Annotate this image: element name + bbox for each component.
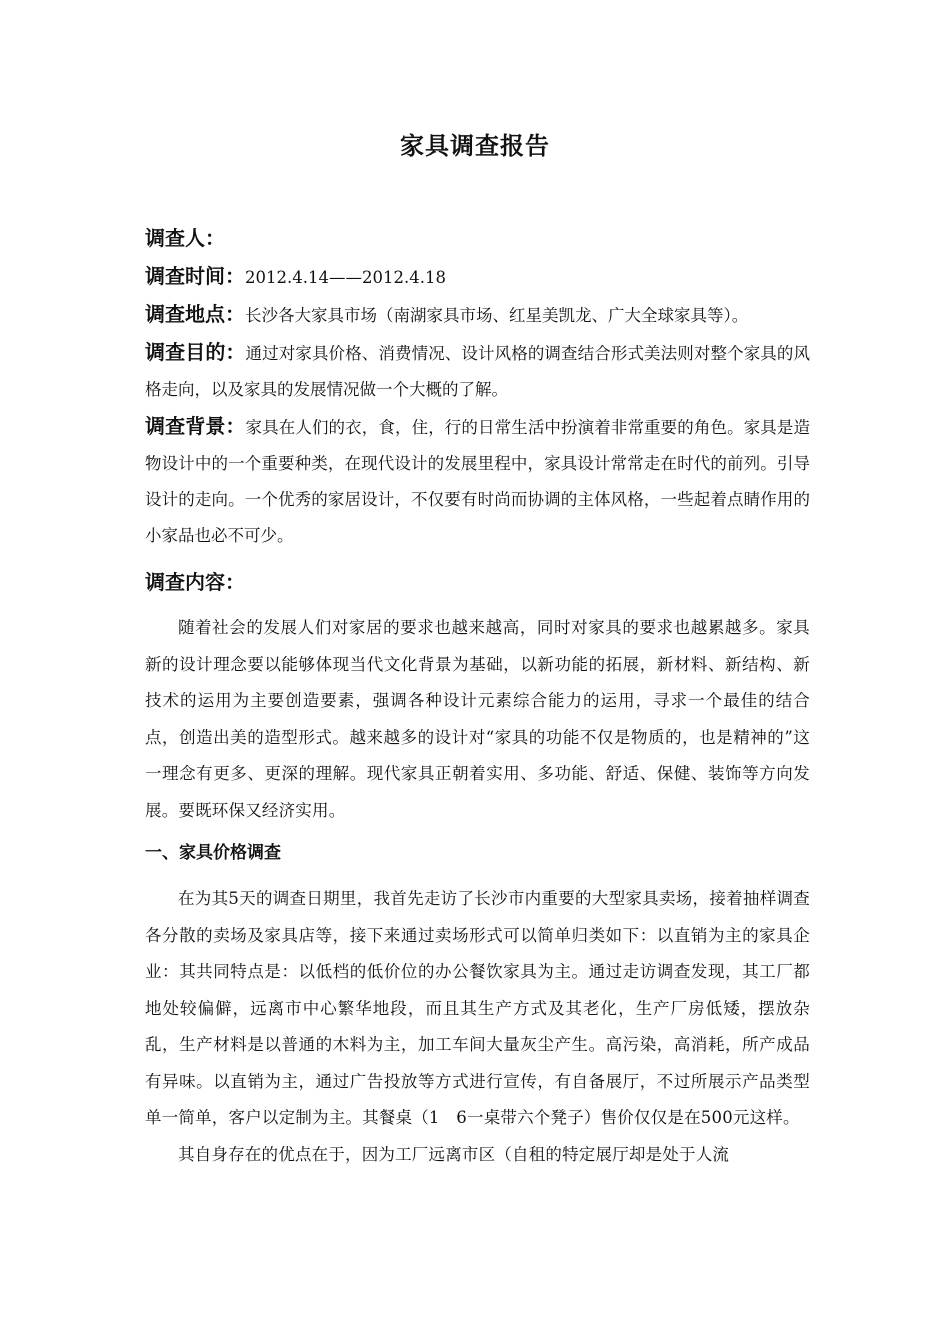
document-body	[145, 220, 810, 1173]
survey-background-field	[145, 408, 810, 554]
document-title: 家具调查报告	[400, 132, 550, 160]
survey-background-value: 家具在人们的衣，食，住，行的日常生活中扮演着非常重要的角色。家具是造物设计中的一个重要种类，在现代设计的发展里程中，家具设计常常走在时代的前列。引导设计的走向。一个优秀的家居设计，不仅要有时尚而协调的主体风格，一些起着点睛作用的小家品也必不可少。	[145, 418, 811, 545]
survey-content-paragraph: 随着社会的发展人们对家居的要求也越来越高，同时对家具的要求也越累越多。家具新的设计理念要以能够体现当代文化背景为基础，以新功能的拓展，新材料、新结构、新技术的运用为主要创造要素，强调各种设计元素综合能力的运用，寻求一个最佳的结合点，创造出美的造型形式。越来越多的设计对“家具的功能不仅是物质的，也是精神的”这一理念有更多、更深的理解。现代家具正朝着实用、多功能、舒适、保健、装饰等方向发展。要既环保又经济实用。	[145, 618, 810, 820]
survey-location-field	[145, 296, 810, 334]
survey-content-heading: 调查内容：	[145, 570, 245, 594]
survey-background-label: 调查背景：	[145, 414, 246, 438]
survey-time-field	[145, 258, 810, 296]
survey-location-label: 调查地点：	[145, 302, 245, 326]
section-price-paragraph-1: 在为其5天的调查日期里，我首先走访了长沙市内重要的大型家具卖场，接着抽样调查各分散的卖场及家具店等，接下来通过卖场形式可以简单归类如下：以直销为主的家具企业：其共同特点是：以低档的低价位的办公餐饮家具为主。通过走访调查发现，其工厂都地处较偏僻，远离市中心繁华地段，而且其生产方式及其老化，生产厂房低矮，摆放杂乱，生产材料是以普通的木料为主，加工车间大量灰尘产生。高污染，高消耗，所产成品有异味。以直销为主，通过广告投放等方式进行宣传，有自备展厅，不过所展示产品类型单一简单，客户以定制为主。其餐桌（1 6一桌带六个凳子）售价仅仅是在500元这样。	[145, 889, 810, 1127]
survey-purpose-value: 通过对家具价格、消费情况、设计风格的调查结合形式美法则对整个家具的风格走向，以及家具的发展情况做一个大概的了解。	[145, 344, 811, 399]
survey-location-value: 长沙各大家具市场（南湖家具市场、红星美凯龙、广大全球家具等）。	[245, 306, 749, 325]
survey-time-value: 2012.4.14——2012.4.18	[245, 268, 446, 287]
section-price-paragraph-2: 其自身存在的优点在于，因为工厂远离市区（自租的特定展厅却是处于人流	[178, 1144, 730, 1164]
investigator-label: 调查人：	[145, 226, 225, 250]
section-price-heading: 一、家具价格调查	[145, 843, 281, 863]
survey-purpose-field	[145, 334, 810, 408]
survey-time-label: 调查时间：	[145, 264, 245, 288]
investigator-field	[145, 220, 810, 258]
survey-purpose-label: 调查目的：	[145, 340, 246, 364]
